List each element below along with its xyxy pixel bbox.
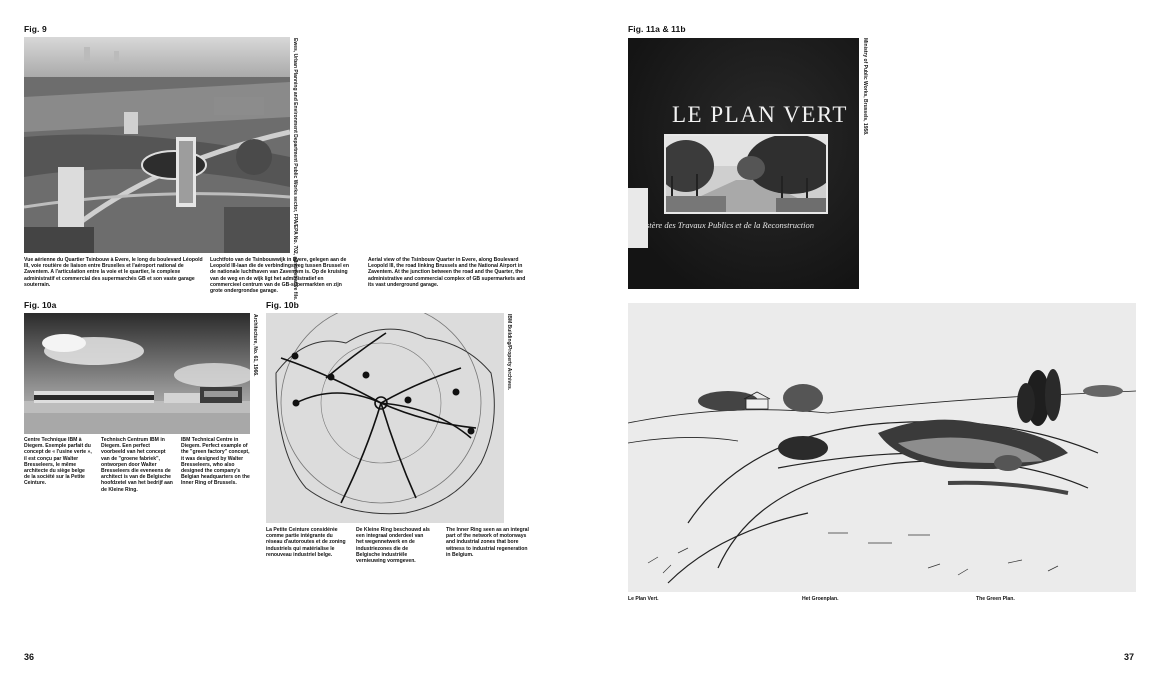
fig9-caption-fr: Vue aérienne du Quartier Tsinbouw à Evere, le long du boulevard Léopold III, voie routière de liaison entre Bruxelles et l'aéroport national de Zaventem. A l'articulation entre la voie et le quartier, le complexe administratif et commercial des supermarchés GB et son vaste garage souterrain. xyxy=(24,257,203,288)
fig10a-caption-en: IBM Technical Centre in Diegem. Perfect example of the "green factory" concept, it was designed by Walter Bresseleers, who also designed the company's Belgian headquarters on the Inner Ring of Brussels. xyxy=(181,437,250,487)
fig11-credit: Ministry of Public Works, Brussels, 1958. xyxy=(862,38,868,136)
fig10b-network-map xyxy=(266,313,504,523)
cover-photo xyxy=(664,134,828,214)
cover-title: LE PLAN VERT xyxy=(672,102,848,127)
fig10b-caption-fr: La Petite Ceinture considérée comme partie intégrante du réseau d'autoroutes et de zoning industriels qui matérialise le renouveau industriel belge. xyxy=(266,527,346,558)
fig11-label: Fig. 11a & 11b xyxy=(628,24,686,34)
right-page-number: 37 xyxy=(1124,652,1135,662)
fig11-caption-fr: Le Plan Vert. xyxy=(628,596,659,602)
fig11a-book-cover xyxy=(628,38,859,289)
fig10a-caption-fr: Centre Technique IBM à Diegem. Exemple parfait du concept de « l'usine verte », il est conçu par Walter Bresseleers, le même architecte du siège belge de la société sur la Petite Ceinture. xyxy=(24,437,92,487)
fig11b-green-plan-sketch xyxy=(628,303,1136,592)
cover-subtitle: stère des Travaux Publics et de la Reconstruction xyxy=(646,220,814,230)
fig9-label: Fig. 9 xyxy=(24,24,47,34)
left-page-number: 36 xyxy=(24,652,35,662)
fig11-caption-en: The Green Plan. xyxy=(976,596,1015,602)
fig10b-caption-nl: De Kleine Ring beschouwd als een integraal onderdeel van het wegennetwerk en de industriezones die de Belgische industriële vernieuwing vormgeven. xyxy=(356,527,430,565)
fig11-caption-nl: Het Groenplan. xyxy=(802,596,839,602)
fig9-credit: Ewes, Urban Planning and Environment Department Public Works sector, FPA/EPA No. 702, administrative file. xyxy=(292,38,298,301)
fig10b-caption-en: The Inner Ring seen as an integral part of the network of motorways and industrial zones that bore witness to industrial regeneration in Belgium. xyxy=(446,527,529,558)
fig9-caption-en: Aerial view of the Tsinbouw Quarter in Evere, along Boulevard Leopold III, the road linking Brussels and the National Airport in Zaventem. At the junction between the road and the Quarter, the administrative and commercial complex of GB supermarkets and its vast underground garage. xyxy=(368,257,526,288)
fig10a-credit: Architecture, No. 61, 1966. xyxy=(252,314,258,377)
fig10b-label: Fig. 10b xyxy=(266,300,299,310)
fig10a-label: Fig. 10a xyxy=(24,300,57,310)
fig9-caption-nl: Luchtfoto van de Tsinbouwwijk in Evere, gelegen aan de Leopold III-laan die de verbindingsweg tussen Brussel en de nationale luchthaven van Zaventem is. Op de kruising van de weg en de wijk ligt het administratief en commercieel centrum van de GB-supermarkten en zijn grote ondergrondse garage. xyxy=(210,257,349,295)
fig10a-building-photo xyxy=(24,313,250,434)
fig9-aerial-photo xyxy=(24,37,290,253)
fig10b-credit: IBM Building/Property Archives. xyxy=(506,314,512,391)
fig10a-caption-nl: Technisch Centrum IBM in Diegem. Een perfect voorbeeld van het concept van de "groene fabriek", ontworpen door Walter Bresseleers die eveneens de architect is van de Belgische hoofdzetel van het bedrijf aan de Kleine Ring. xyxy=(101,437,173,493)
